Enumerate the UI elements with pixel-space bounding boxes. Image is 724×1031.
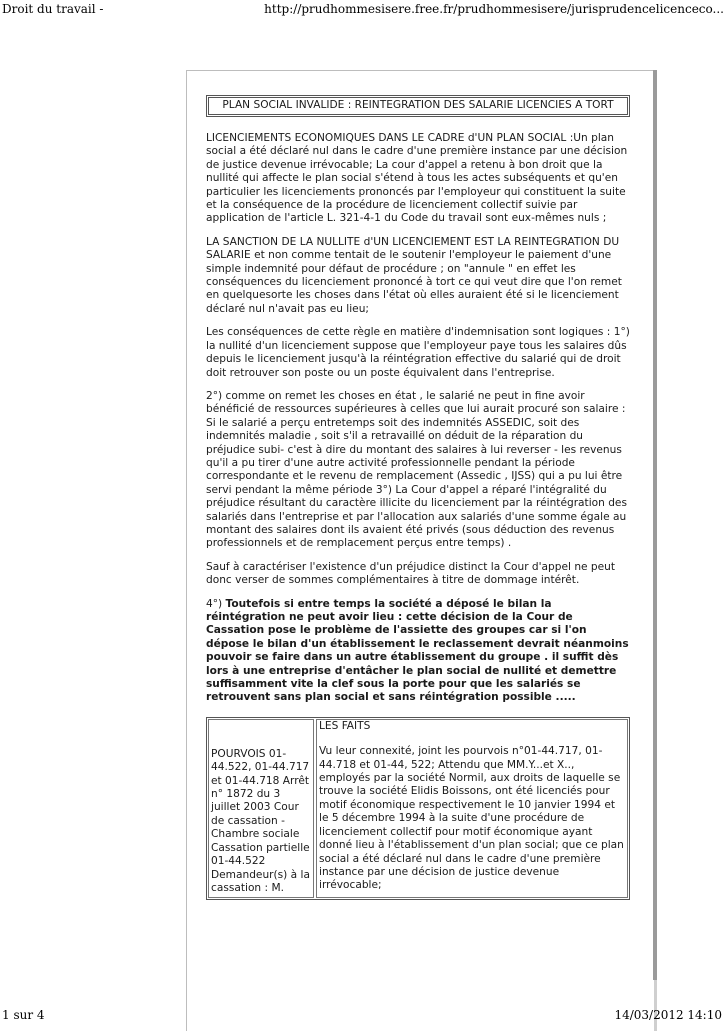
pourvois-cell: POURVOIS 01-44.522, 01-44.717 et 01-44.718 Arrêt n° 1872 du 3 juillet 2003 Cour de cassation - Chambre sociale Cassation partielle 01-44.522 Demandeur(s) à la cassation : M. <box>208 719 314 898</box>
article-title: PLAN SOCIAL INVALIDE : REINTEGRATION DES SALARIE LICENCIES A TORT <box>208 97 628 115</box>
print-header-title: Droit du travail - <box>2 2 104 16</box>
facts-text: Vu leur connexité, joint les pourvois n°01-44.717, 01-44.718 et 01-44, 522; Attendu que MM.Y...et X.., employés par la société Normil, aux droits de laquelle se trouve la société Elidis Boissons, ont été licenciés pour motif économique respectivement le 10 janvier 1994 et le 5 décembre 1994 à la suite d'une procédure de licenciement collectif pour motif économique ayant donné lieu à l'établissement d'un plan social; que ce plan social a été déclaré nul dans le cadre d'une première instance par une décision de justice devenue irrévocable; <box>319 745 624 892</box>
print-footer <box>0 1008 724 1024</box>
paragraph-6-bold: Toutefois si entre temps la société a déposé le bilan la réintégration ne peut avoir lieu : cette décision de la Cour de Cassation pose le problème de l'assiette des groupes car si l'on dépose le bilan d'un établissement le reclassement devrait néanmoins pouvoir se faire dans un autre établissement du groupe . il suffit dès lors à une entreprise d'entâcher le plan social de nullité et demettre suffisamment vite la clef sous la porte pour que les salariés se retrouvent sans plan social et sans réintégration possible ..... <box>206 597 629 704</box>
paragraph-4: 2°) comme on remet les choses en état , le salarié ne peut in fine avoir bénéficié de ressources supérieures à celles que lui aurait procuré son salaire : Si le salarié a perçu entretemps soit des indemnités ASSEDIC, soit des indemnités maladie , soit s'il a retravaillé on déduit de la réparation du préjudice subi- c'est à dire du montant des salaires à lui reverser - les revenus qu'il a pu tirer d'une autre activité professionnelle pendant la période correspondante et le revenu de remplacement (Assedic , IJSS) qui a pu lui être servi pendant la même période 3°) La Cour d'appel a réparé l'intégralité du préjudice résultant du caractère illicite du licenciement par la réintégration des salariés dans l'entreprise et par l'allocation aux salariés d'une somme égale au montant des salaires dont ils avaient été privés (sous déduction des revenus professionnels et de remplacement perçus entre temps) . <box>206 389 627 550</box>
paragraph-6 <box>206 598 630 705</box>
print-header-url: http://prudhommesisere.free.fr/prudhommesisere/jurisprudencelicenceco... <box>264 2 724 16</box>
facts-cell <box>316 719 628 898</box>
page-number: 1 sur 4 <box>2 1008 45 1022</box>
article-content <box>206 95 630 900</box>
paragraph-3: Les conséquences de cette règle en matière d'indemnisation sont logiques : 1°) la nullité d'un licenciement suppose que l'employeur paye tous les salaires dûs depuis le licenciement jusqu'à la réintégration effective du salarié qui de droit doit retrouver son poste ou un poste équivalent dans l'entreprise. <box>206 326 630 379</box>
paragraph-6-prefix: 4°) <box>206 597 226 610</box>
paragraph-5: Sauf à caractériser l'existence d'un préjudice distinct la Cour d'appel ne peut donc verser de sommes complémentaires à titre de dommage intérêt. <box>206 560 616 587</box>
paragraph-2: LA SANCTION DE LA NULLITE d'UN LICENCIEMENT EST LA REINTEGRATION DU SALARIE et non comme tentait de le soutenir l'employeur le paiement d'une simple indemnité pour défaut de procédure ; on "annule " en effet les conséquences du licenciement prononcé à tort ce qui veut dire que l'on remet en quelquesorte les choses dans l'état où elles auraient été si le licenciement déclaré nul n'avait pas eu lieu; <box>206 235 622 315</box>
facts-table <box>206 717 630 900</box>
print-header <box>0 2 724 18</box>
paragraph-1: LICENCIEMENTS ECONOMIQUES DANS LE CADRE d'UN PLAN SOCIAL :Un plan social a été déclaré nul dans le cadre d'une première instance par une décision de justice devenue irrévocable; La cour d'appel a retenu à bon droit que la nullité qui affecte le plan social s'étend à tous les actes subséquents et qu'en particulier les licenciements prononcés par l'employeur qui constituent la suite et la conséquence de la procédure de licenciement collectif suivie par application de l'article L. 321-4-1 du Code du travail sont eux-mêmes nuls ; <box>206 132 628 225</box>
title-box <box>206 95 630 117</box>
print-datetime: 14/03/2012 14:10 <box>614 1008 722 1022</box>
scrollbar[interactable] <box>653 70 657 980</box>
facts-heading: LES FAITS <box>319 719 371 732</box>
